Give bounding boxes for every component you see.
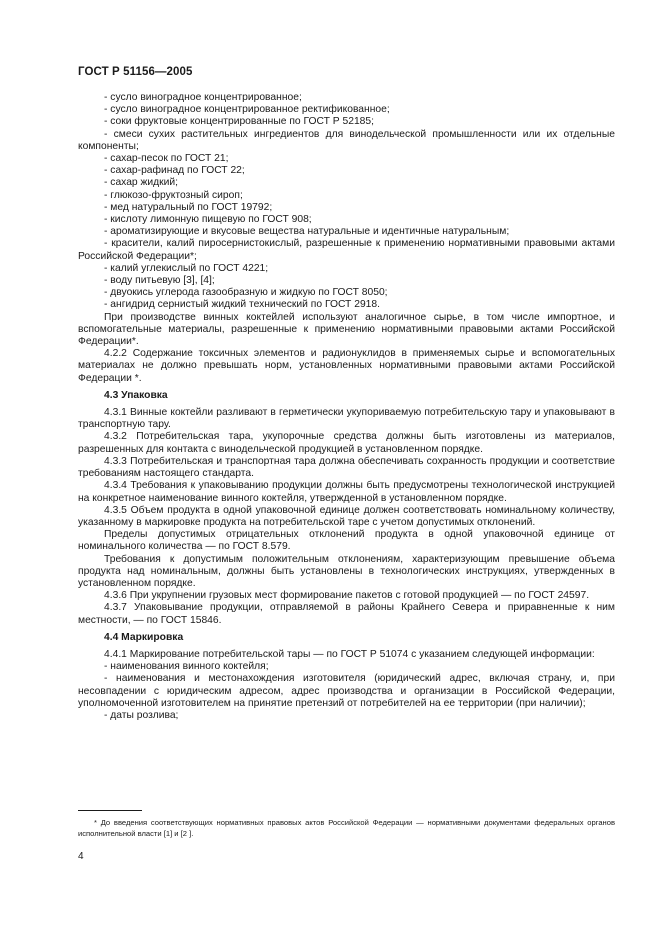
paragraph: 4.3.5 Объем продукта в одной упаковочной единице должен соответствовать номинальному количеству, указанному в маркировке продукта на потребительской таре с учетом допустимых отклонений. <box>78 504 615 528</box>
paragraph: 4.3.4 Требования к упаковыванию продукции должны быть предусмотрены технологической инструкцией на конкретное наименование винного коктейля, утвержденной в установленном порядке. <box>78 480 615 504</box>
list-item: - даты розлива; <box>104 709 179 721</box>
list-item: - глюкозо-фруктозный сироп; <box>104 189 243 201</box>
list-item: - сусло виноградное концентрированное ректификованное; <box>104 104 390 116</box>
footnote: * До введения соответствующих нормативных правовых актов Российской Федерации — нормативными документами федеральных органов исполнительной власти [1] и [2 ]. <box>78 818 615 838</box>
list-item: - мед натуральный по ГОСТ 19792; <box>104 201 273 213</box>
paragraph: 4.3.2 Потребительская тара, укупорочные средства должны быть изготовлены из материалов, разрешенных для контакта с винодельческой продукцией в установленном порядке. <box>78 431 615 455</box>
list-item: - кислоту лимонную пищевую по ГОСТ 908; <box>104 214 312 226</box>
paragraph: Пределы допустимых отрицательных отклонений продукта в одной упаковочной единице от номинального количества — по ГОСТ 8.579. <box>78 529 615 553</box>
section-heading: 4.4 Маркировка <box>104 631 184 643</box>
paragraph: Требования к допустимым положительным отклонениям, характеризующим превышение объема продукта над номинальным, должны быть установлены в технологических инструкциях, утвержденных в установленном порядке. <box>78 553 615 589</box>
list-item: - двуокись углерода газообразную и жидкую по ГОСТ 8050; <box>104 287 388 299</box>
page-number: 4 <box>78 851 84 862</box>
paragraph: 4.3.7 Упаковывание продукции, отправляемой в районы Крайнего Севера и приравненные к ним местности, — по ГОСТ 15846. <box>78 602 615 626</box>
list-item: - ангидрид сернистый жидкий технический по ГОСТ 2918. <box>104 299 380 311</box>
list-item: - сахар-песок по ГОСТ 21; <box>104 153 229 165</box>
paragraph: 4.3.1 Винные коктейли разливают в герметически укупориваемую потребительскую тару и упаковывают в транспортную тару. <box>78 407 615 431</box>
list-item: - наименования и местонахождения изготовителя (юридический адрес, включая страну, и, при несовпадении с юридическим адресом, адрес производства и организации в Российской Федерации, уполномоченной изготовителем на принятие претензий от потребителей на ее территории (при наличии); <box>78 673 615 709</box>
paragraph: 4.2.2 Содержание токсичных элементов и радионуклидов в применяемых сырье и вспомогательных материалах не должно превышать норм, установленных нормативными правовыми актами Российской Федерации *. <box>78 348 615 384</box>
list-item: - калий углекислый по ГОСТ 4221; <box>104 262 269 274</box>
document-header: ГОСТ Р 51156—2005 <box>78 66 193 78</box>
section-heading: 4.3 Упаковка <box>104 389 168 401</box>
paragraph: При производстве винных коктейлей используют аналогичное сырье, в том числе импортное, и вспомогательные материалы, разрешенные к применению нормативными правовыми актами Российской Федерации*. <box>78 311 615 348</box>
list-item: - наименования винного коктейля; <box>104 661 269 673</box>
footnote-divider <box>78 810 142 811</box>
document-body <box>78 92 615 722</box>
list-item: - сахар жидкий; <box>104 177 179 189</box>
list-item: - красители, калий пиросернистокислый, разрешенные к применению нормативными правовыми актами Российской Федерации*; <box>78 238 615 262</box>
list-item: - сахар-рафинад по ГОСТ 22; <box>104 165 245 177</box>
list-item: - соки фруктовые концентрированные по ГОСТ Р 52185; <box>104 116 374 128</box>
list-item: - сусло виноградное концентрированное; <box>104 92 302 103</box>
list-item: - воду питьевую [3], [4]; <box>104 275 215 287</box>
paragraph: 4.4.1 Маркирование потребительской тары — по ГОСТ Р 51074 с указанием следующей информации: <box>104 648 595 660</box>
list-item: - ароматизирующие и вкусовые вещества натуральные и идентичные натуральным; <box>104 226 510 238</box>
list-item: - смеси сухих растительных ингредиентов для винодельческой промышленности или их отдельные компоненты; <box>78 128 615 152</box>
paragraph: 4.3.6 При укрупнении грузовых мест формирование пакетов с готовой продукцией — по ГОСТ 24597. <box>104 590 590 602</box>
paragraph: 4.3.3 Потребительская и транспортная тара должна обеспечивать сохранность продукции и соответствие требованиям настоящего стандарта. <box>78 455 615 480</box>
